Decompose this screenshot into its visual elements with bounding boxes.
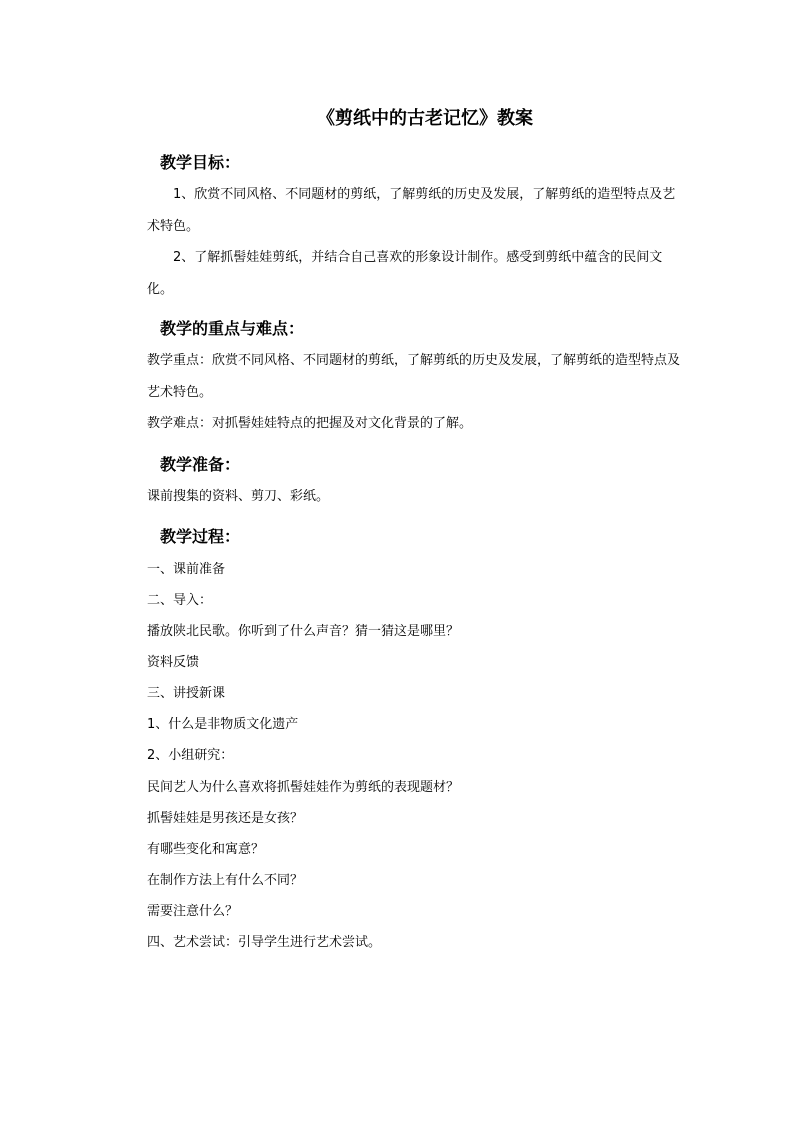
process-line-12: 需要注意什么？ (147, 904, 239, 919)
key-point-text: 教学重点：欣赏不同风格、不同题材的剪纸，了解剪纸的历史及发展，了解剪纸的造型特点及艺术特色。 (147, 353, 681, 400)
document-title: 《剪纸中的古老记忆》教案 (317, 108, 533, 129)
preparation-text: 课前搜集的资料、剪刀、彩纸。 (147, 489, 330, 504)
process-line-7: 2、小组研究： (147, 748, 234, 763)
process-line-13: 四、艺术尝试：引导学生进行艺术尝试。 (147, 935, 382, 950)
process-line-6: 1、什么是非物质文化遗产 (147, 717, 299, 732)
process-line-9: 抓髻娃娃是男孩还是女孩？ (147, 811, 304, 826)
heading-process: 教学过程： (160, 527, 241, 546)
process-line-3: 播放陕北民歌。你听到了什么声音？猜一猜这是哪里？ (147, 624, 460, 639)
difficulty-text: 教学难点：对抓髻娃娃特点的把握及对文化背景的了解。 (147, 416, 473, 431)
objective-item-1: 1、欣赏不同风格、不同题材的剪纸，了解剪纸的历史及发展，了解剪纸的造型特点及艺术特色。 (147, 187, 676, 234)
process-line-11: 在制作方法上有什么不同？ (147, 873, 304, 888)
heading-preparation: 教学准备： (160, 455, 241, 474)
process-line-10: 有哪些变化和寓意？ (147, 842, 265, 857)
heading-key-points: 教学的重点与难点： (160, 319, 305, 338)
process-line-5: 三、讲授新课 (147, 686, 226, 701)
process-line-2: 二、导入： (147, 593, 213, 608)
process-line-4: 资料反馈 (147, 655, 200, 670)
objective-item-2: 2、了解抓髻娃娃剪纸，并结合自己喜欢的形象设计制作。感受到剪纸中蕴含的民间文化。 (147, 250, 663, 297)
process-line-8: 民间艺人为什么喜欢将抓髻娃娃作为剪纸的表现题材？ (147, 780, 460, 795)
process-line-1: 一、课前准备 (147, 562, 226, 577)
heading-objectives: 教学目标： (160, 153, 241, 172)
